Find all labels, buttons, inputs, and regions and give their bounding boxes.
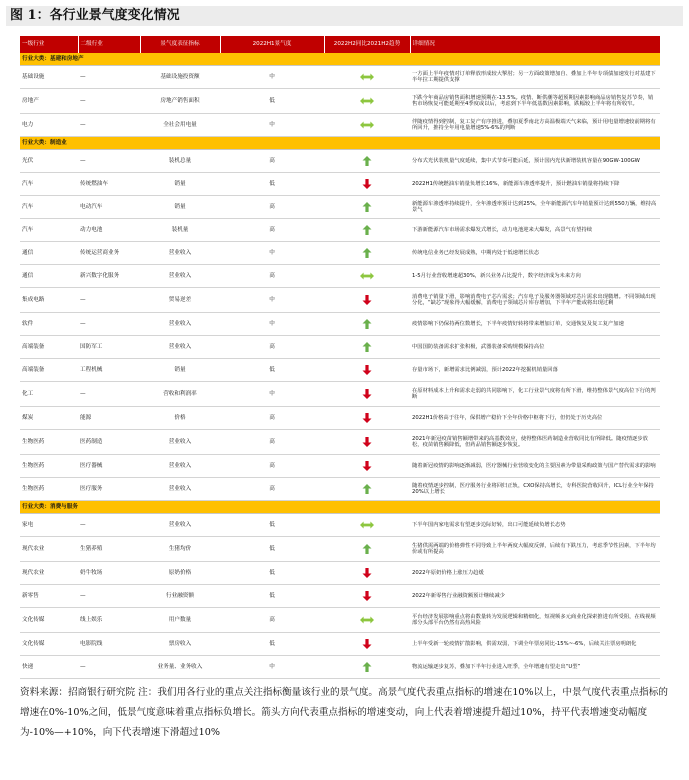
cell-trend bbox=[324, 265, 410, 288]
cell-level: 高 bbox=[220, 478, 324, 501]
cell-l1: 房地产 bbox=[20, 89, 78, 114]
cell-trend bbox=[324, 219, 410, 242]
table-row bbox=[20, 382, 660, 407]
table-row bbox=[20, 359, 660, 382]
cell-indicator: 基础设施投资额 bbox=[140, 66, 220, 89]
cell-level: 低 bbox=[220, 173, 324, 196]
cell-l1: 文化传媒 bbox=[20, 608, 78, 633]
cell-detail: 物流运输逐步复苏，叠加下半年行业进入旺季，全年增速有望走出“U型” bbox=[410, 656, 660, 679]
section-row bbox=[20, 137, 660, 150]
cell-detail: 分布式光伏装机量气度延续，集中式节奏可能后延，预计国内光伏新增装机容量在90GW-100GW bbox=[410, 150, 660, 173]
cell-detail: 传统电信业务已经发展成熟，中期内处于低速增长状态 bbox=[410, 242, 660, 265]
arrow-down-icon bbox=[360, 389, 374, 399]
cell-l1: 生物医药 bbox=[20, 455, 78, 478]
cell-l2: — bbox=[78, 114, 140, 137]
cell-indicator: 贸易逆差 bbox=[140, 288, 220, 313]
cell-l1: 汽车 bbox=[20, 196, 78, 219]
cell-level: 中 bbox=[220, 313, 324, 336]
cell-trend bbox=[324, 633, 410, 656]
cell-level: 中 bbox=[220, 382, 324, 407]
cell-level: 低 bbox=[220, 514, 324, 537]
table-row bbox=[20, 585, 660, 608]
cell-level: 低 bbox=[220, 537, 324, 562]
cell-indicator: 营业收入 bbox=[140, 514, 220, 537]
table-header-row bbox=[20, 36, 660, 53]
cell-l2: 传统燃油车 bbox=[78, 173, 140, 196]
cell-indicator: 营业收入 bbox=[140, 478, 220, 501]
cell-level: 中 bbox=[220, 288, 324, 313]
arrow-down-icon bbox=[360, 639, 374, 649]
cell-detail: 下游新能源汽车市场需求爆发式增长，动力电池迎来大爆发，高景气有望持续 bbox=[410, 219, 660, 242]
cell-l2: — bbox=[78, 382, 140, 407]
cell-detail: 随着新冠疫情的影响逐渐减弱，医疗器械行业营收变化的主要因素为带量采购政策与国产替代需求的影响 bbox=[410, 455, 660, 478]
cell-indicator: 房地产销售面积 bbox=[140, 89, 220, 114]
cell-l1: 生物医药 bbox=[20, 430, 78, 455]
arrow-up-icon bbox=[360, 342, 374, 352]
arrow-flat-icon bbox=[360, 72, 374, 82]
cell-trend bbox=[324, 196, 410, 219]
cell-l2: 医疗器械 bbox=[78, 455, 140, 478]
cell-indicator: 全社会用电量 bbox=[140, 114, 220, 137]
arrow-down-icon bbox=[360, 437, 374, 447]
cell-l2: 线上娱乐 bbox=[78, 608, 140, 633]
cell-l1: 化工 bbox=[20, 382, 78, 407]
cell-l2: — bbox=[78, 313, 140, 336]
table-row bbox=[20, 430, 660, 455]
cell-l2: — bbox=[78, 514, 140, 537]
cell-trend bbox=[324, 382, 410, 407]
cell-trend bbox=[324, 407, 410, 430]
cell-detail: 下半年国内家电需求有望逐步边际好转，出口可能延续负增长态势 bbox=[410, 514, 660, 537]
cell-trend bbox=[324, 537, 410, 562]
cell-detail: 一方面上半年疫情对订单释放形成较大掣肘；另一方面政策增加自、叠加上半年专项债加速发行对基建下半年拉工期提供支撑 bbox=[410, 66, 660, 89]
cell-l2: 电动汽车 bbox=[78, 196, 140, 219]
cell-indicator: 行业融资额 bbox=[140, 585, 220, 608]
cell-level: 高 bbox=[220, 336, 324, 359]
arrow-down-icon bbox=[360, 295, 374, 305]
cell-detail: 消费电子销量下滑，影响消费电子芯片需求；汽车电子及服务器领域对芯片需求出现微增。不同领域出现分化，“缺芯”现象得大幅缓解，消费电子领域芯片库存增加，下半年产能或将出现过剩 bbox=[410, 288, 660, 313]
section-label: 行业大类：制造业 bbox=[20, 137, 660, 150]
cell-detail: 2021年新冠疫苗销售额增带来的高基数效应，使得整体医药制造业营收同比有所降低。随疫情逐步放松，疫苗销售额降低，但药品销售额逐步恢复。 bbox=[410, 430, 660, 455]
cell-l1: 光伏 bbox=[20, 150, 78, 173]
cell-level: 高 bbox=[220, 265, 324, 288]
cell-level: 高 bbox=[220, 150, 324, 173]
cell-indicator: 营收和利润率 bbox=[140, 382, 220, 407]
table-row bbox=[20, 89, 660, 114]
cell-level: 低 bbox=[220, 633, 324, 656]
arrow-up-icon bbox=[360, 225, 374, 235]
cell-level: 中 bbox=[220, 66, 324, 89]
section-label: 行业大类：消费与服务 bbox=[20, 501, 660, 514]
cell-level: 中 bbox=[220, 114, 324, 137]
cell-trend bbox=[324, 288, 410, 313]
table-row bbox=[20, 633, 660, 656]
table-row bbox=[20, 219, 660, 242]
cell-level: 高 bbox=[220, 455, 324, 478]
cell-l2: — bbox=[78, 656, 140, 679]
cell-indicator: 用户数量 bbox=[140, 608, 220, 633]
cell-l1: 煤炭 bbox=[20, 407, 78, 430]
cell-l1: 汽车 bbox=[20, 173, 78, 196]
header-l2: 二级行业 bbox=[78, 36, 140, 53]
cell-l2: 生猪养殖 bbox=[78, 537, 140, 562]
table-row bbox=[20, 478, 660, 501]
cell-indicator: 价格 bbox=[140, 407, 220, 430]
industry-table bbox=[20, 36, 661, 679]
cell-l2: 医药制造 bbox=[78, 430, 140, 455]
cell-l2: — bbox=[78, 150, 140, 173]
cell-indicator: 销量 bbox=[140, 359, 220, 382]
table-row bbox=[20, 608, 660, 633]
cell-indicator: 原奶价格 bbox=[140, 562, 220, 585]
arrow-down-icon bbox=[360, 365, 374, 375]
cell-detail: 随着疫情逐步控制，医疗服务行业将回归正轨，CXO保持高增长，专科医院营收回升，ICL行业全年保持20%以上增长 bbox=[410, 478, 660, 501]
cell-trend bbox=[324, 173, 410, 196]
source-note: 资料来源：招商银行研究院 注：我们用各行业的重点关注指标衡量该行业的景气度。高景气度代表重点指标的增速在10%以上，中景气度代表重点指标的增速在0%-10%之间，低景气度意味着重点指标负增长。箭头方向代表重点指标的增速变动，向上代表着增速提升超过10%，持平代表增速变动幅度为-10%—+10%，向下代表增速下滑超过10% bbox=[20, 687, 668, 738]
cell-detail: 疫情影响下仍保持两位数增长，下半年疫情好转将带来增加订单，交通恢复及复工复产加速 bbox=[410, 313, 660, 336]
cell-indicator: 业务量、业务收入 bbox=[140, 656, 220, 679]
cell-level: 低 bbox=[220, 562, 324, 585]
header-l1: 一级行业 bbox=[20, 36, 78, 53]
cell-level: 中 bbox=[220, 656, 324, 679]
table-row bbox=[20, 173, 660, 196]
cell-trend bbox=[324, 89, 410, 114]
table-row bbox=[20, 407, 660, 430]
cell-l2: 电影院线 bbox=[78, 633, 140, 656]
cell-level: 低 bbox=[220, 359, 324, 382]
cell-level: 高 bbox=[220, 407, 324, 430]
header-detail: 详细情况 bbox=[410, 36, 660, 53]
cell-trend bbox=[324, 66, 410, 89]
cell-indicator: 销量 bbox=[140, 196, 220, 219]
cell-l1: 通信 bbox=[20, 242, 78, 265]
cell-detail: 存量市场下，新增需求比例减弱，预计2022年挖掘机销量回落 bbox=[410, 359, 660, 382]
table-body bbox=[20, 53, 660, 679]
arrow-up-icon bbox=[360, 319, 374, 329]
cell-trend bbox=[324, 242, 410, 265]
cell-detail: 新能源车渗透率持续提升，全年渗透率预计达到25%，全年新能源汽车年销量预计达到550万辆，维持高景气 bbox=[410, 196, 660, 219]
table-row bbox=[20, 288, 660, 313]
cell-trend bbox=[324, 455, 410, 478]
arrow-up-icon bbox=[360, 156, 374, 166]
cell-indicator: 营业收入 bbox=[140, 430, 220, 455]
cell-trend bbox=[324, 656, 410, 679]
cell-level: 低 bbox=[220, 89, 324, 114]
cell-l1: 软件 bbox=[20, 313, 78, 336]
table-row bbox=[20, 336, 660, 359]
arrow-up-icon bbox=[360, 544, 374, 554]
table-row bbox=[20, 242, 660, 265]
cell-trend bbox=[324, 313, 410, 336]
header-level: 2022H1景气度 bbox=[220, 36, 324, 53]
cell-detail: 1-5月行业营收增速超30%，新兴业务占比提升，数字经济成为未来方向 bbox=[410, 265, 660, 288]
cell-indicator: 营业收入 bbox=[140, 313, 220, 336]
cell-indicator: 装机总量 bbox=[140, 150, 220, 173]
arrow-down-icon bbox=[360, 461, 374, 471]
arrow-up-icon bbox=[360, 662, 374, 672]
cell-l1: 汽车 bbox=[20, 219, 78, 242]
cell-detail: 生猪供需两端的价格弹性不同导致上半年两度大幅度反弹，后续有下跌压力，考虑季节性因素，下半年均价或有所提高 bbox=[410, 537, 660, 562]
cell-l1: 电力 bbox=[20, 114, 78, 137]
cell-l1: 新零售 bbox=[20, 585, 78, 608]
table-row bbox=[20, 66, 660, 89]
cell-indicator: 生猪均价 bbox=[140, 537, 220, 562]
cell-level: 高 bbox=[220, 196, 324, 219]
cell-l1: 家电 bbox=[20, 514, 78, 537]
cell-detail: 在原材料成本上升和需求走弱的共同影响下，化工行业景气度将有所下滑，维持整体景气度高位下行的判断 bbox=[410, 382, 660, 407]
arrow-up-icon bbox=[360, 248, 374, 258]
table-row bbox=[20, 114, 660, 137]
cell-l1: 高端装备 bbox=[20, 336, 78, 359]
cell-trend bbox=[324, 585, 410, 608]
cell-detail: 平台经济发展影响重点将由数量转为发展逻辑和精细化，短视频多元商业化探索推进有所受阻，在线视频部分头部平台仍然有高热风险 bbox=[410, 608, 660, 633]
table-row bbox=[20, 455, 660, 478]
cell-indicator: 销量 bbox=[140, 173, 220, 196]
cell-l2: — bbox=[78, 66, 140, 89]
cell-l1: 快递 bbox=[20, 656, 78, 679]
cell-indicator: 营业收入 bbox=[140, 242, 220, 265]
cell-l2: — bbox=[78, 89, 140, 114]
cell-trend bbox=[324, 478, 410, 501]
cell-trend bbox=[324, 562, 410, 585]
cell-level: 高 bbox=[220, 219, 324, 242]
cell-l1: 高端装备 bbox=[20, 359, 78, 382]
figure-title: 图 1：各行业景气度变化情况 bbox=[6, 6, 683, 26]
cell-trend bbox=[324, 608, 410, 633]
cell-detail: 2022年原奶价格上涨压力趋缓 bbox=[410, 562, 660, 585]
cell-l1: 生物医药 bbox=[20, 478, 78, 501]
cell-level: 高 bbox=[220, 430, 324, 455]
cell-indicator: 营业收入 bbox=[140, 336, 220, 359]
cell-level: 低 bbox=[220, 585, 324, 608]
cell-l2: 动力电池 bbox=[78, 219, 140, 242]
arrow-flat-icon bbox=[360, 271, 374, 281]
header-trend: 2022H2同比2021H2趋势 bbox=[324, 36, 410, 53]
cell-trend bbox=[324, 150, 410, 173]
cell-l2: 传统运营商业务 bbox=[78, 242, 140, 265]
arrow-down-icon bbox=[360, 568, 374, 578]
arrow-flat-icon bbox=[360, 120, 374, 130]
cell-l1: 现代农业 bbox=[20, 537, 78, 562]
cell-l1: 现代农业 bbox=[20, 562, 78, 585]
arrow-up-icon bbox=[360, 202, 374, 212]
cell-trend bbox=[324, 359, 410, 382]
section-label: 行业大类：基建和房地产 bbox=[20, 53, 660, 66]
cell-l2: 工程机械 bbox=[78, 359, 140, 382]
cell-l2: 医疗服务 bbox=[78, 478, 140, 501]
arrow-down-icon bbox=[360, 413, 374, 423]
table-row bbox=[20, 562, 660, 585]
table-row bbox=[20, 313, 660, 336]
table-row bbox=[20, 196, 660, 219]
cell-level: 高 bbox=[220, 608, 324, 633]
cell-l1: 通信 bbox=[20, 265, 78, 288]
cell-l2: 能源 bbox=[78, 407, 140, 430]
arrow-up-icon bbox=[360, 484, 374, 494]
cell-detail: 下跌今年商品房销售面积增速预期在-13.5%。疫情、断供潮等超预期因素影响商品房销售复苏节奏，销售市场恢复可能延期至4季度或以后，考虑到下半年低基数因素影响，跌幅较上半年将有所收窄。 bbox=[410, 89, 660, 114]
cell-trend bbox=[324, 514, 410, 537]
cell-l1: 集成电路 bbox=[20, 288, 78, 313]
arrow-flat-icon bbox=[360, 520, 374, 530]
arrow-flat-icon bbox=[360, 96, 374, 106]
header-indicator: 景气度表征指标 bbox=[140, 36, 220, 53]
cell-l2: 奶牛牧场 bbox=[78, 562, 140, 585]
table-row bbox=[20, 265, 660, 288]
cell-detail: 上半年受新一轮疫情扩散影响，供需双弱，下调全年票房同比-15%~-6%，后续关注票房明朗化 bbox=[410, 633, 660, 656]
cell-l2: 新兴数字化服务 bbox=[78, 265, 140, 288]
table-row bbox=[20, 656, 660, 679]
cell-indicator: 营业收入 bbox=[140, 265, 220, 288]
arrow-down-icon bbox=[360, 591, 374, 601]
cell-l2: 国防军工 bbox=[78, 336, 140, 359]
cell-trend bbox=[324, 114, 410, 137]
cell-trend bbox=[324, 336, 410, 359]
cell-detail: 2022H1价格高于往年，保供增产稳价下全年价格中枢将下行，但仍处于历史高位 bbox=[410, 407, 660, 430]
table-row bbox=[20, 537, 660, 562]
cell-trend bbox=[324, 430, 410, 455]
section-row bbox=[20, 53, 660, 66]
cell-indicator: 营业收入 bbox=[140, 455, 220, 478]
cell-indicator: 装机量 bbox=[140, 219, 220, 242]
cell-detail: 伴随疫情得到控制，复工复产有序推进，叠加夏季南北方高温极端天气来临，预计用电量增速较前期将有所回升，推持全年用电量增速5%-6%的判断 bbox=[410, 114, 660, 137]
arrow-flat-icon bbox=[360, 615, 374, 625]
cell-indicator: 票房收入 bbox=[140, 633, 220, 656]
cell-l2: — bbox=[78, 288, 140, 313]
arrow-down-icon bbox=[360, 179, 374, 189]
section-row bbox=[20, 501, 660, 514]
table-row bbox=[20, 514, 660, 537]
cell-l2: — bbox=[78, 585, 140, 608]
cell-detail: 2022年新零售行业融资额预计继续减少 bbox=[410, 585, 660, 608]
cell-detail: 2022H1传统燃油车销量负增长16%，新能源车渗透率提升，预计燃油车销量将持续下降 bbox=[410, 173, 660, 196]
cell-detail: 中国国防装备需求扩张积极，武器装备采购规模保持高位 bbox=[410, 336, 660, 359]
cell-level: 中 bbox=[220, 242, 324, 265]
cell-l1: 文化传媒 bbox=[20, 633, 78, 656]
table-row bbox=[20, 150, 660, 173]
cell-l1: 基础设施 bbox=[20, 66, 78, 89]
